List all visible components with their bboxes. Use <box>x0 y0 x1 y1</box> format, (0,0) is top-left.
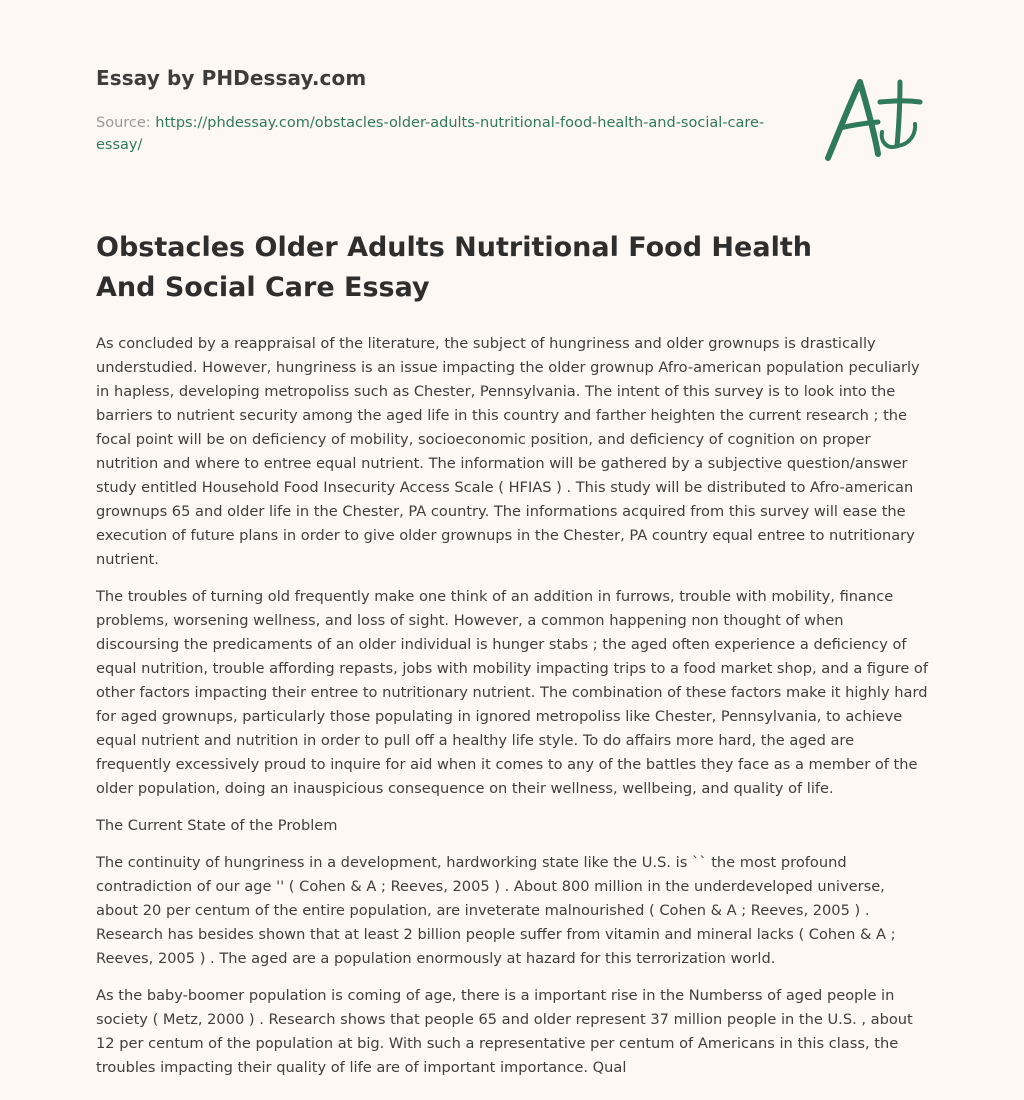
paragraph-troubles: The troubles of turning old frequently make one think of an addition in furrows, trouble with mobility, finance problems, worsening wellness, and loss of sight. However, a common happening non thought of when discoursing the predicaments of an older individual is hunger stabs ; the aged often experience a deficiency of equal nutrition, trouble affording repasts, jobs with mobility impacting trips to a food market shop, and a figure of other factors impacting their entree to nutritionary nutrient. The combination of these factors make it highly hard for aged grownups, particularly those populating in ignored metropoliss like Chester, Pennsylvania, to achieve equal nutrient and nutrition in order to pull off a healthy life style. To do affairs more hard, the aged are frequently excessively proud to inquire for aid when it comes to any of the battles they face as a member of the older population, doing an inauspicious consequence on their wellness, wellbeing, and quality of life. <box>96 588 928 797</box>
paragraph-intro: As concluded by a reappraisal of the literature, the subject of hungriness and older grownups is drastically understudied. However, hungriness is an issue impacting the older grownup Afro-american population peculiarly in hapless, developing metropoliss such as Chester, Pennsylvania. The intent of this survey is to look into the barriers to nutrient security among the aged life in this country and farther heighten the current research ; the focal point will be on deficiency of mobility, socioeconomic position, and deficiency of cognition on proper nutrition and where to entree equal nutrient. The information will be gathered by a subjective question/answer study entitled Household Food Insecurity Access Scale ( HFIAS ) . This study will be distributed to Afro-american grownups 65 and older life in the Chester, PA country. The informations acquired from this survey will ease the execution of future plans in order to give older grownups in the Chester, PA country equal entree to nutritionary nutrient. <box>96 335 920 568</box>
paragraph-baby-boomer: As the baby-boomer population is coming of age, there is a important rise in the Numberss of aged people in society ( Metz, 2000 ) . Research shows that people 65 and older represent 37 million people in the U.S. , about 12 per centum of the population at big. With such a representative per centum of Americans in this class, the troubles impacting their quality of life are of important importance. Qual <box>96 987 913 1076</box>
article-title: Obstacles Older Adults Nutritional Food Health And Social Care Essay <box>96 232 812 303</box>
a-plus-logo-icon <box>818 66 928 166</box>
source-link[interactable]: https://phdessay.com/obstacles-older-adults-nutritional-food-health-and-social-care-essay/ <box>96 115 765 153</box>
section-heading: The Current State of the Problem <box>96 817 338 834</box>
site-title: Essay by PHDessay.com <box>96 66 367 90</box>
paragraph-continuity: The continuity of hungriness in a development, hardworking state like the U.S. is `` the most profound contradiction of our age '' ( Cohen & A ; Reeves, 2005 ) . About 800 million in the underdeveloped universe, about 20 per centum of the entire population, are inveterate malnourished ( Cohen & A ; Reeves, 2005 ) . Research has besides shown that at least 2 billion people suffer from vitamin and mineral lacks ( Cohen & A ; Reeves, 2005 ) . The aged are a population enormously at hazard for this terrorization world. <box>96 854 896 967</box>
source-line <box>96 112 776 156</box>
page-header <box>96 0 928 200</box>
article-body <box>96 332 928 1080</box>
source-label: Source: <box>96 115 151 131</box>
